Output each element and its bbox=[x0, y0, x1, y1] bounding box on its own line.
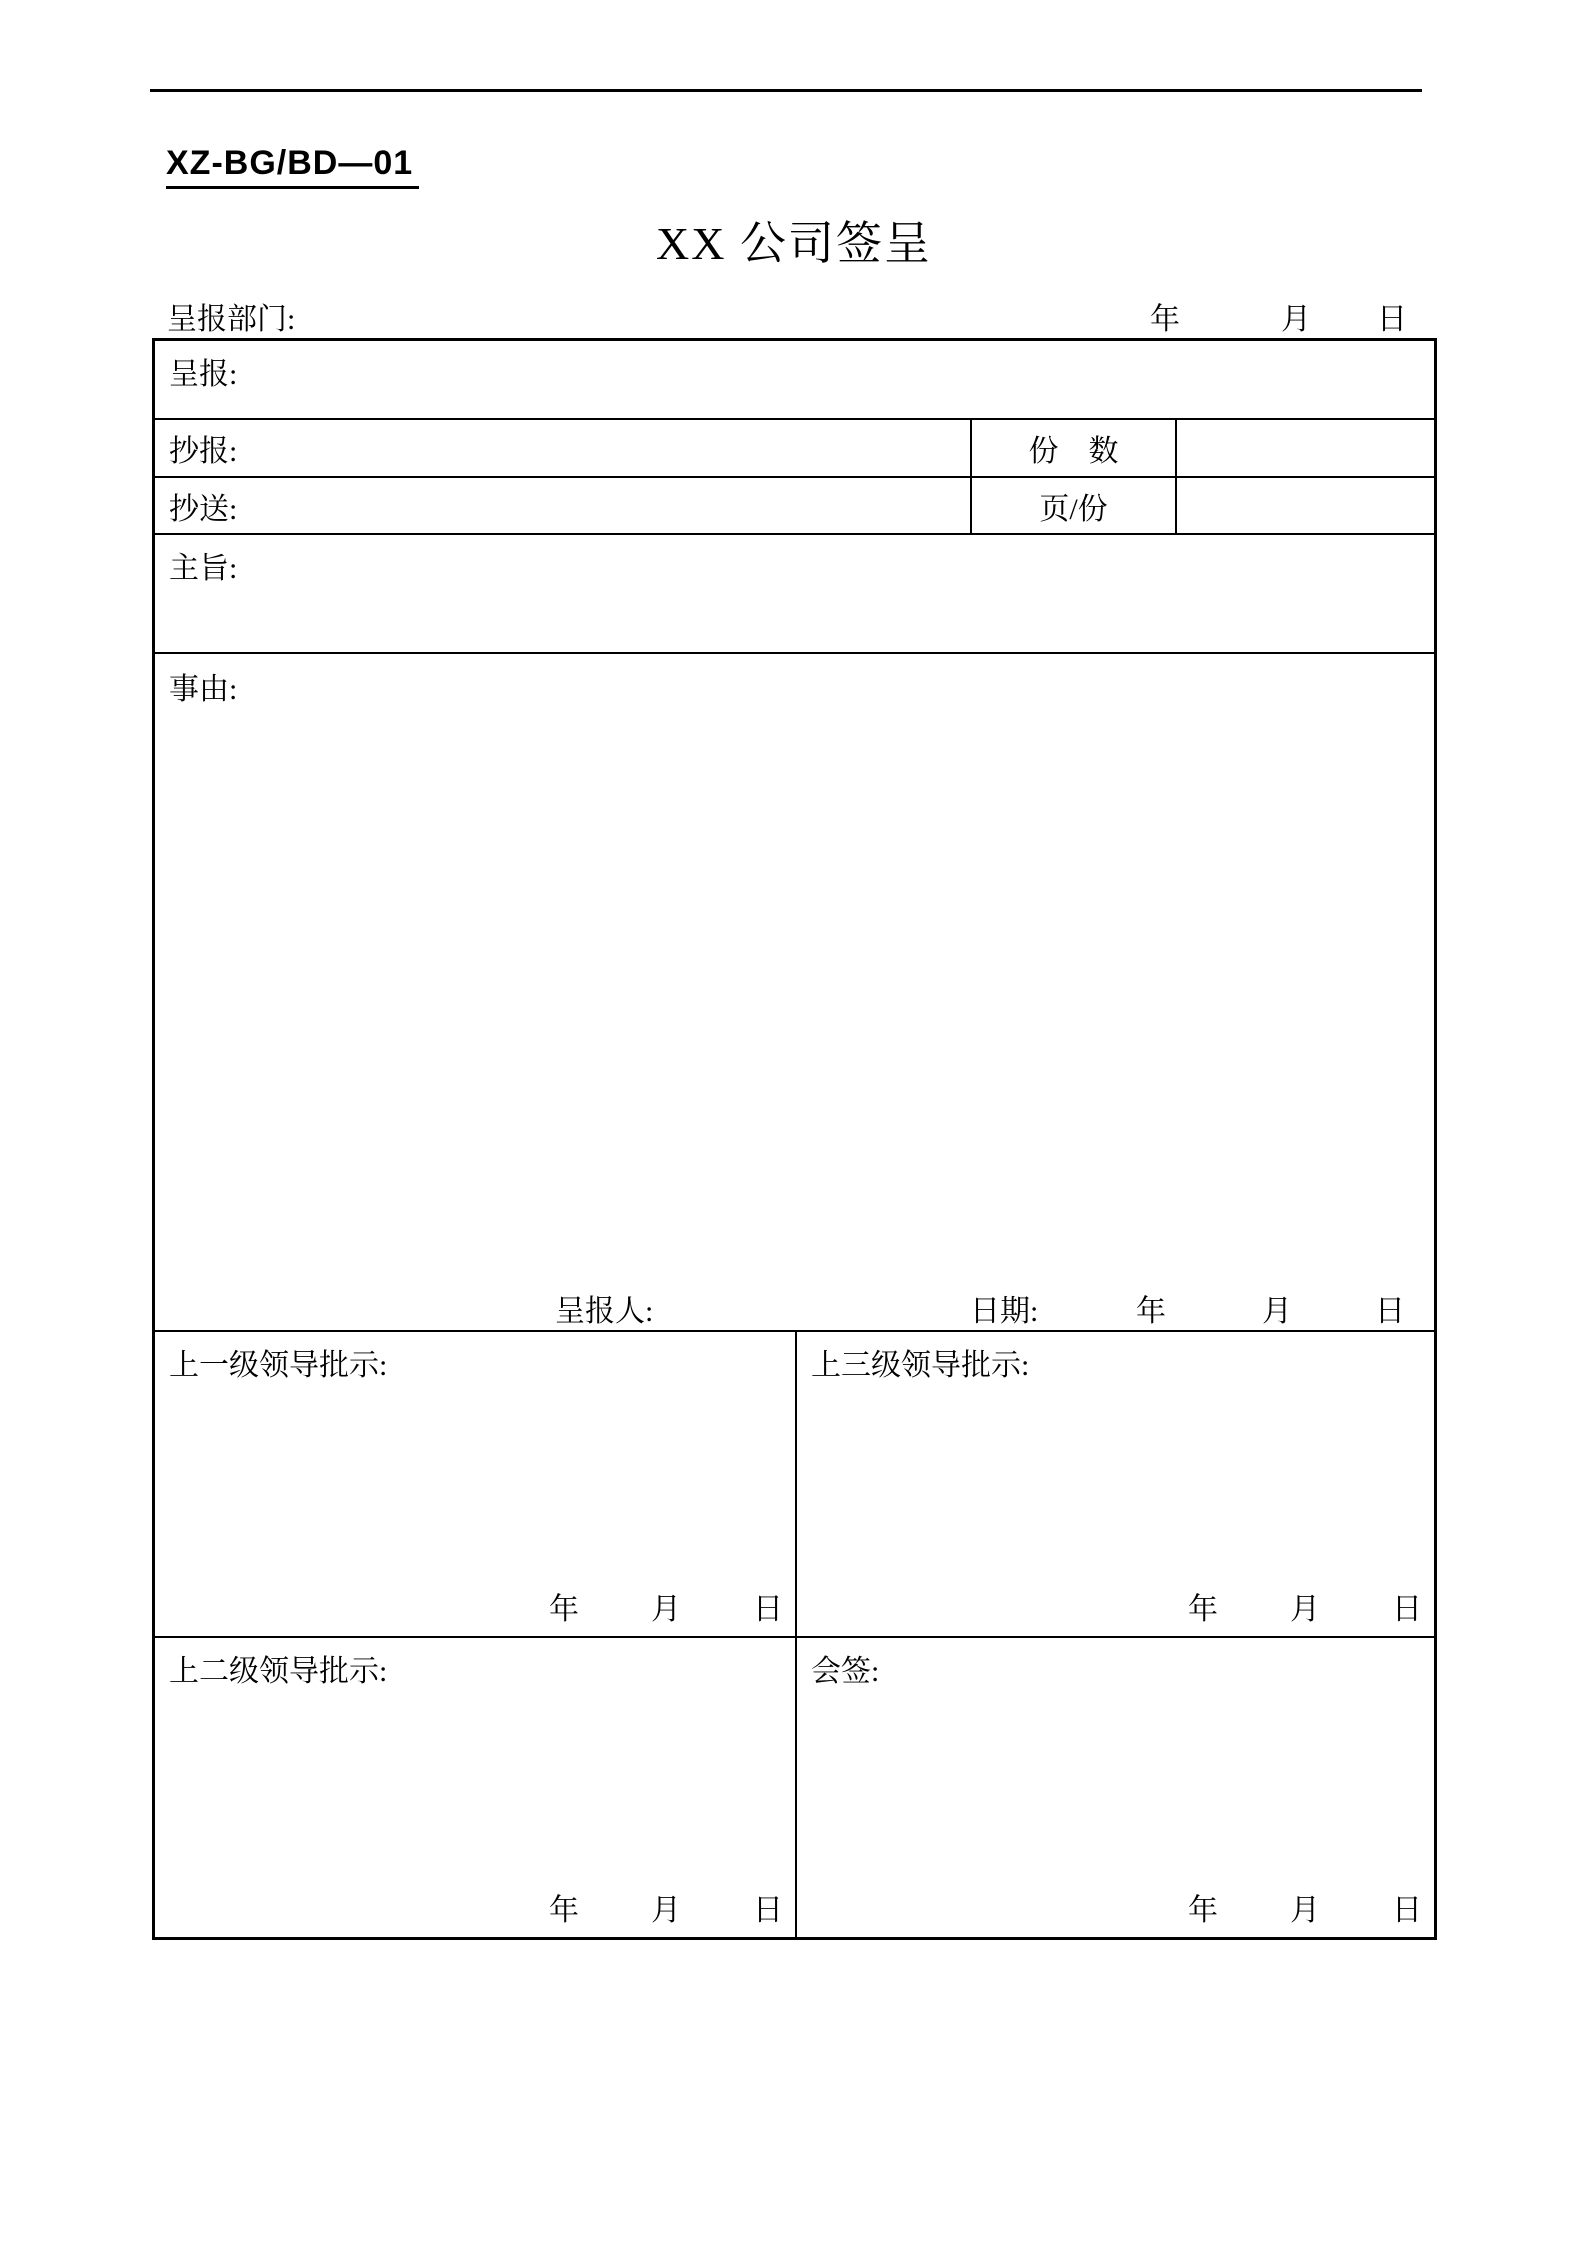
approval-level3-date-line bbox=[797, 1584, 1434, 1628]
submit-dept-label: 呈报部门: bbox=[167, 303, 296, 336]
copy-send-field[interactable] bbox=[155, 478, 970, 533]
pages-per-copy-value-cell[interactable] bbox=[1175, 478, 1434, 533]
approval-level2-year: 年 bbox=[549, 1894, 579, 1927]
copy-report-field[interactable] bbox=[155, 420, 970, 476]
matter-field[interactable] bbox=[155, 652, 1434, 1330]
signoff-table bbox=[152, 338, 1437, 1940]
approvals-row-1 bbox=[155, 1330, 1434, 1636]
copy-send-row bbox=[155, 476, 1434, 533]
approval-level2-date-line bbox=[155, 1885, 795, 1929]
matter-date-label: 日期: bbox=[970, 1295, 1039, 1328]
header-date-year: 年 bbox=[1150, 303, 1180, 336]
approval-level3-day: 日 bbox=[1392, 1593, 1422, 1626]
submit-dept-line bbox=[0, 294, 1587, 336]
countersign-cell[interactable] bbox=[795, 1638, 1434, 1937]
copies-count-cell bbox=[970, 420, 1175, 476]
subject-field[interactable] bbox=[155, 533, 1434, 652]
matter-date-month: 月 bbox=[1262, 1295, 1292, 1328]
doc-code: XZ-BG/BD—01 bbox=[166, 146, 419, 189]
countersign-year: 年 bbox=[1188, 1894, 1218, 1927]
approval-level2-month: 月 bbox=[651, 1894, 681, 1927]
approval-level1-year: 年 bbox=[549, 1593, 579, 1626]
countersign-label: 会签: bbox=[811, 1655, 880, 1688]
approval-level3-month: 月 bbox=[1290, 1593, 1320, 1626]
subject-label: 主旨: bbox=[169, 552, 238, 585]
approval-level1-date-line bbox=[155, 1584, 795, 1628]
approval-level3-label: 上三级领导批示: bbox=[811, 1349, 1030, 1382]
approval-level3-year: 年 bbox=[1188, 1593, 1218, 1626]
matter-label: 事由: bbox=[169, 673, 238, 706]
copies-count-value-cell[interactable] bbox=[1175, 420, 1434, 476]
approval-level1-day: 日 bbox=[753, 1593, 783, 1626]
countersign-day: 日 bbox=[1392, 1894, 1422, 1927]
matter-sign-line bbox=[155, 1286, 1434, 1328]
approval-level3-cell[interactable] bbox=[795, 1332, 1434, 1636]
copy-report-label: 抄报: bbox=[169, 435, 238, 468]
copy-report-row bbox=[155, 418, 1434, 476]
approval-level2-day: 日 bbox=[753, 1894, 783, 1927]
report-to-field[interactable] bbox=[155, 341, 1434, 418]
approval-level1-cell[interactable] bbox=[155, 1332, 795, 1636]
header-rule bbox=[150, 89, 1422, 92]
countersign-month: 月 bbox=[1290, 1894, 1320, 1927]
countersign-date-line bbox=[797, 1885, 1434, 1929]
submitter-label: 呈报人: bbox=[555, 1295, 654, 1328]
copies-count-label: 份 数 bbox=[1028, 435, 1119, 468]
page-title: XX 公司签呈 bbox=[656, 218, 932, 269]
matter-date-day: 日 bbox=[1375, 1295, 1405, 1328]
approval-level1-month: 月 bbox=[651, 1593, 681, 1626]
report-to-label: 呈报: bbox=[169, 358, 238, 391]
approval-level2-label: 上二级领导批示: bbox=[169, 1655, 388, 1688]
header-date-month: 月 bbox=[1281, 303, 1311, 336]
approval-level2-cell[interactable] bbox=[155, 1638, 795, 1937]
pages-per-copy-label: 页/份 bbox=[1039, 492, 1108, 526]
copy-send-label: 抄送: bbox=[169, 492, 238, 526]
pages-per-copy-cell bbox=[970, 478, 1175, 533]
approval-level1-label: 上一级领导批示: bbox=[169, 1349, 388, 1382]
approvals-row-2 bbox=[155, 1636, 1434, 1937]
header-date-day: 日 bbox=[1377, 303, 1407, 336]
matter-date-year: 年 bbox=[1136, 1295, 1166, 1328]
